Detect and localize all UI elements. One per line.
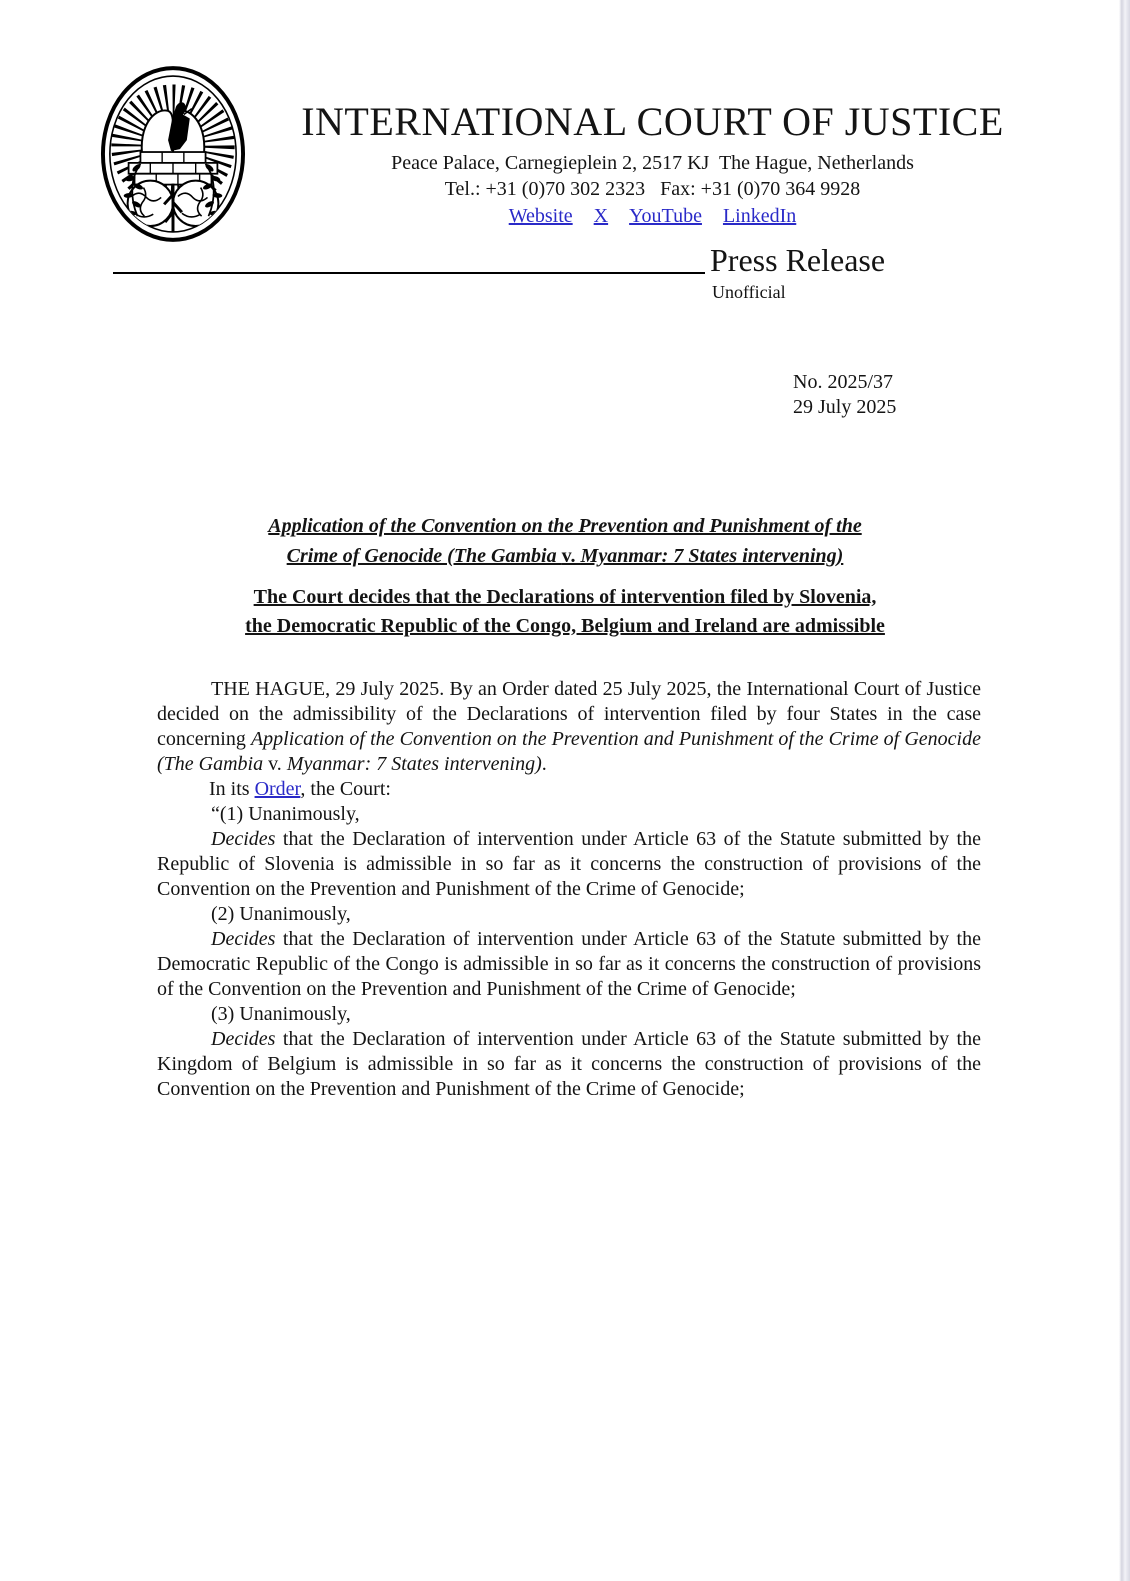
linkedin-link[interactable]: LinkedIn	[722, 205, 797, 227]
x-link[interactable]: X	[593, 205, 609, 227]
divider-line	[113, 272, 705, 274]
org-tel-fax: Tel.: +31 (0)70 302 2323 Fax: +31 (0)70 364 9928	[444, 178, 861, 200]
social-links	[245, 205, 1060, 228]
press-release-label: Press Release	[710, 242, 886, 278]
reference-block	[793, 370, 896, 420]
youtube-link[interactable]: YouTube	[629, 205, 702, 227]
case-title-line2: Crime of Genocide (The Gambia v. Myanmar: 7 States intervening)	[286, 545, 844, 567]
document-body	[157, 677, 981, 1102]
clause-3-label: (3) Unanimously,	[211, 1003, 351, 1025]
decision-heading-line2: the Democratic Republic of the Congo, Belgium and Ireland are admissible	[245, 615, 885, 637]
scrollbar-track[interactable]	[1119, 0, 1130, 1581]
unofficial-label: Unofficial	[712, 282, 786, 302]
clause-2-label: (2) Unanimously,	[211, 903, 351, 925]
letterhead	[245, 98, 1060, 228]
release-number: No. 2025/37	[793, 371, 893, 393]
case-title	[0, 511, 1130, 571]
decision-heading-line1: The Court decides that the Declarations of intervention filed by Slovenia,	[253, 586, 877, 608]
operative-clause-3	[157, 1002, 981, 1102]
clause-1-text: Decides that the Declaration of intervention under Article 63 of the Statute submitted by the Republic of Slovenia is admissible in so far as it concerns the construction of provisions of the Convention on the Prevention and Punishment of the Crime of Genocide;	[157, 828, 981, 900]
decision-heading	[0, 583, 1130, 641]
clause-2-text: Decides that the Declaration of intervention under Article 63 of the Statute submitted by the Democratic Republic of the Congo is admissible in so far as it concerns the construction of provisions of the Convention on the Prevention and Punishment of the Crime of Genocide;	[157, 928, 981, 1000]
order-link[interactable]: Order	[254, 778, 301, 800]
release-date: 29 July 2025	[793, 396, 897, 418]
operative-clause-1	[157, 802, 981, 902]
org-address: Peace Palace, Carnegieplein 2, 2517 KJ The Hague, Netherlands	[391, 152, 914, 174]
clause-1-label: “(1) Unanimously,	[211, 803, 360, 825]
case-title-line1: Application of the Convention on the Prevention and Punishment of the	[268, 515, 862, 537]
order-paragraph: In its Order, the Court:	[209, 778, 391, 800]
intro-paragraph: THE HAGUE, 29 July 2025. By an Order dated 25 July 2025, the International Court of Justice decided on the admissibility of the Declarations of intervention filed by four States in the case concerning Application of the Convention on the Prevention and Punishment of the Crime of Genocide (The Gambia v. Myanmar: 7 States intervening).	[157, 678, 981, 775]
operative-clause-2	[157, 902, 981, 1002]
icj-seal-emblem	[99, 64, 247, 244]
icj-seal-icon	[99, 64, 247, 244]
org-title: INTERNATIONAL COURT OF JUSTICE	[301, 99, 1004, 144]
website-link[interactable]: Website	[508, 205, 573, 227]
clause-3-text: Decides that the Declaration of intervention under Article 63 of the Statute submitted by the Kingdom of Belgium is admissible in so far as it concerns the construction of provisions of the Convention on the Prevention and Punishment of the Crime of Genocide;	[157, 1028, 981, 1100]
